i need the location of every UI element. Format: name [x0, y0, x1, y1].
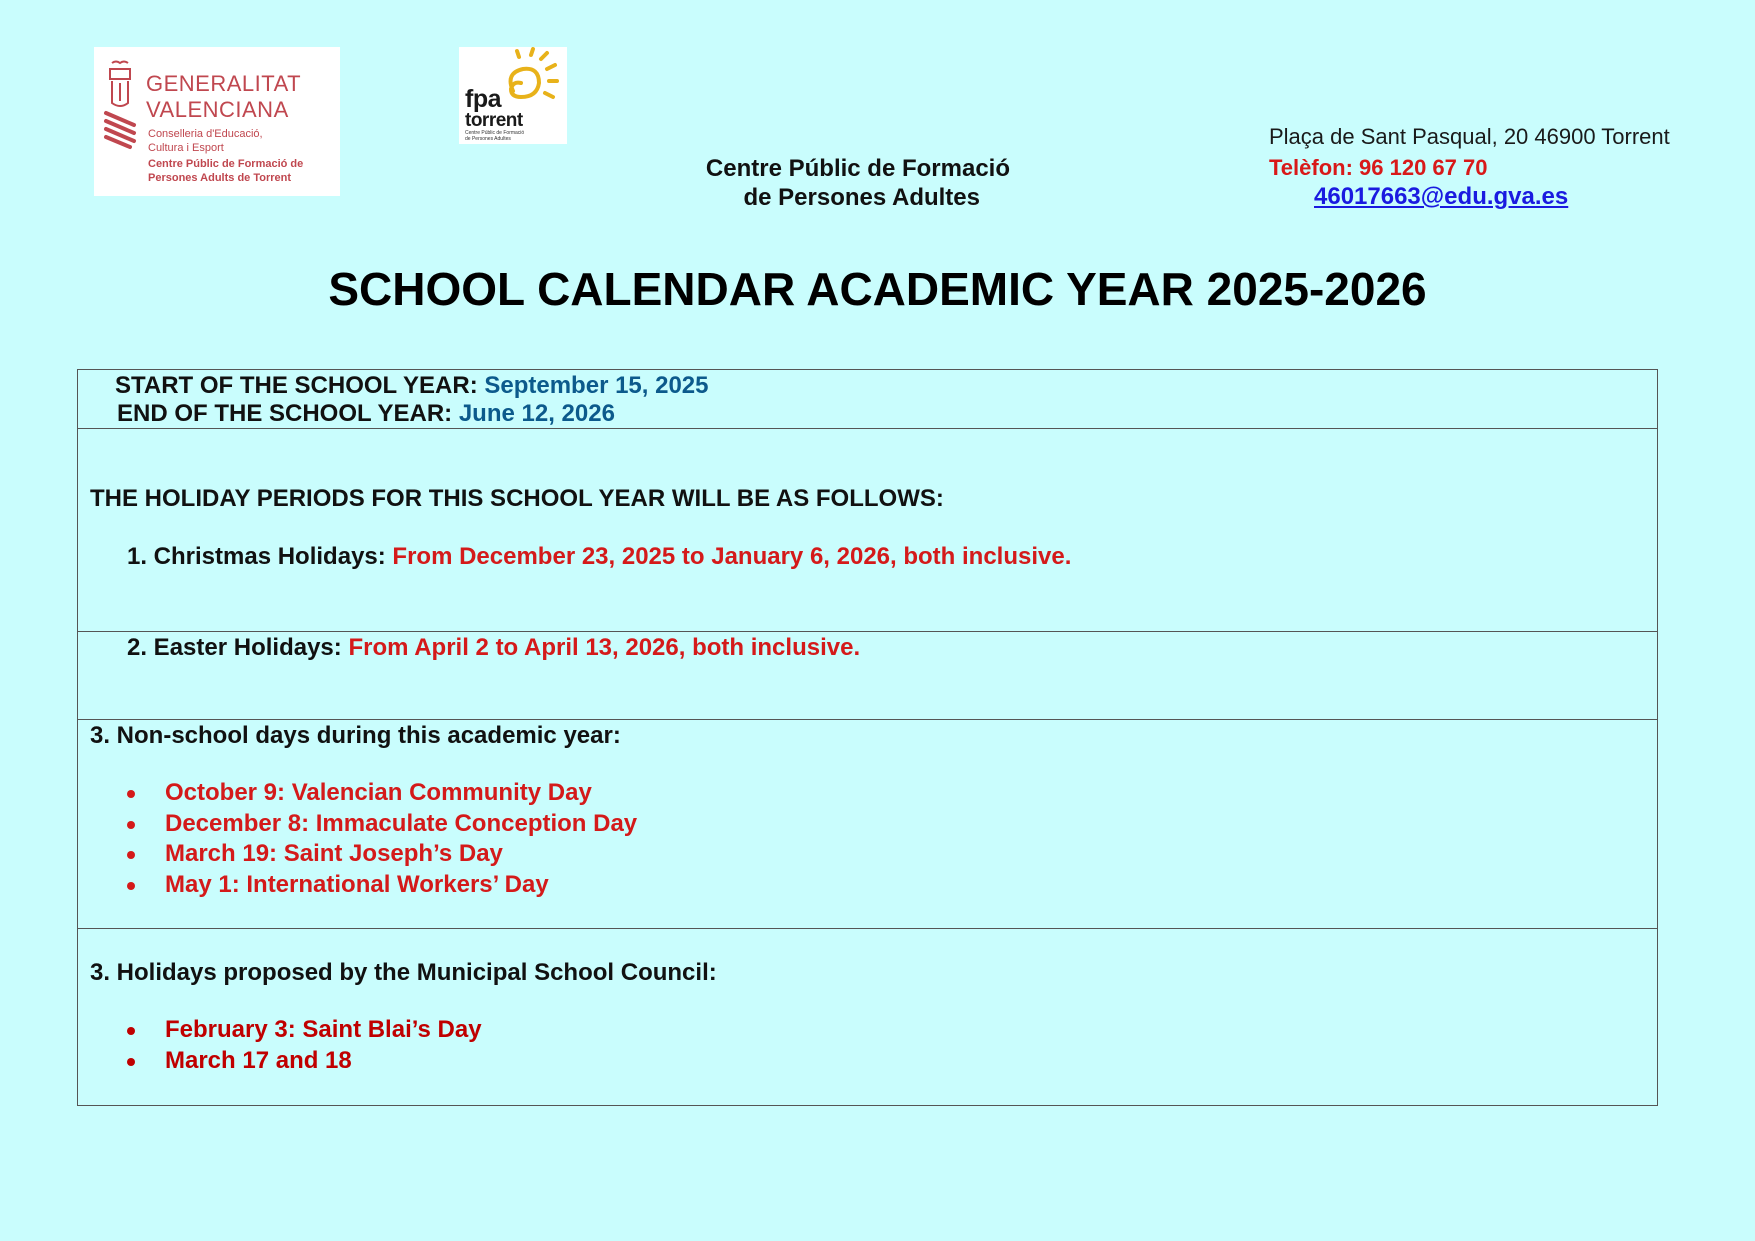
fpa-torrent-logo	[459, 47, 567, 144]
list-item-text: December 8: Immaculate Conception Day	[165, 809, 638, 837]
gva-logo-sub4: Persones Adults de Torrent	[148, 172, 292, 184]
calendar-table	[77, 369, 1658, 1106]
holiday-periods-cell	[78, 429, 1658, 632]
fpa-logo-line2: torrent	[465, 110, 523, 131]
centre-name-line1: Centre Públic de Formació	[705, 155, 1010, 182]
easter-line	[127, 634, 1706, 662]
bullet-icon	[127, 882, 135, 890]
municipal-title: 3. Holidays proposed by the Municipal School Council:	[90, 959, 717, 986]
easter-row	[78, 632, 1658, 720]
school-year-row	[78, 370, 1658, 429]
start-line	[115, 372, 1694, 400]
easter-dates: From April 2 to April 13, 2026, both inclusive.	[348, 634, 861, 661]
municipal-cell	[78, 929, 1658, 1106]
end-date: June 12, 2026	[458, 400, 615, 427]
address: Plaça de Sant Pasqual, 20 46900 Torrent	[1269, 124, 1670, 149]
list-item	[78, 1015, 1657, 1046]
gva-logo-line1: GENERALITAT	[146, 71, 302, 96]
municipal-list	[78, 1015, 1657, 1076]
bullet-icon	[127, 1027, 135, 1035]
phone: Telèfon: 96 120 67 70	[1269, 155, 1488, 180]
list-item-text: March 19: Saint Joseph’s Day	[165, 840, 503, 867]
start-date: September 15, 2025	[484, 372, 709, 399]
valencia-shield-icon	[102, 59, 138, 151]
start-label: START OF THE SCHOOL YEAR:	[115, 372, 478, 399]
easter-cell	[78, 632, 1658, 720]
list-item-text: February 3: Saint Blai’s Day	[165, 1016, 482, 1043]
holiday-intro: THE HOLIDAY PERIODS FOR THIS SCHOOL YEAR WILL BE AS FOLLOWS:	[90, 485, 944, 512]
page-title: SCHOOL CALENDAR ACADEMIC YEAR 2025-2026	[328, 263, 1427, 315]
christmas-dates: From December 23, 2025 to January 6, 2026, both inclusive.	[392, 543, 1072, 570]
gva-logo-sub2: Cultura i Esport	[148, 142, 224, 154]
gva-logo-sub1: Conselleria d'Educació,	[148, 128, 263, 140]
non-school-list	[78, 778, 1657, 900]
fpa-logo-tiny1: Centre Públic de Formació	[465, 130, 525, 136]
holiday-periods-row	[78, 429, 1658, 632]
list-item-text: March 17 and 18	[165, 1046, 352, 1074]
christmas-label: 1. Christmas Holidays:	[127, 543, 386, 570]
end-line	[117, 400, 1696, 428]
non-school-title: 3. Non-school days during this academic year:	[90, 722, 621, 749]
fpa-logo-tiny2: de Persones Adultes	[465, 136, 511, 142]
gva-logo-sub3: Centre Públic de Formació de	[148, 158, 304, 170]
easter-label: 2. Easter Holidays:	[127, 634, 342, 661]
generalitat-valenciana-logo	[94, 47, 340, 196]
school-year-cell	[78, 370, 1658, 429]
bullet-icon	[127, 790, 135, 798]
centre-name-line2: de Persones Adultes	[743, 184, 980, 211]
gva-logo-line2: VALENCIANA	[146, 97, 289, 122]
non-school-cell	[78, 720, 1658, 929]
fpa-logo-tiny	[465, 130, 524, 142]
list-item	[78, 1046, 1657, 1077]
list-item-text: October 9: Valencian Community Day	[165, 779, 592, 806]
end-label: END OF THE SCHOOL YEAR:	[117, 400, 453, 427]
bullet-icon	[127, 851, 135, 859]
centre-name	[620, 154, 1010, 212]
list-item	[78, 870, 1657, 901]
non-school-row	[78, 720, 1658, 929]
email-link[interactable]: 46017663@edu.gva.es	[1314, 183, 1569, 210]
fpa-logo-line1: fpa	[465, 85, 501, 113]
list-item	[78, 839, 1657, 870]
bullet-icon	[127, 1058, 135, 1066]
bullet-icon	[127, 821, 135, 829]
list-item	[78, 778, 1657, 809]
list-item-text: May 1: International Workers’ Day	[165, 870, 549, 898]
list-item	[78, 809, 1657, 840]
municipal-row	[78, 929, 1658, 1106]
christmas-line	[127, 543, 1706, 571]
